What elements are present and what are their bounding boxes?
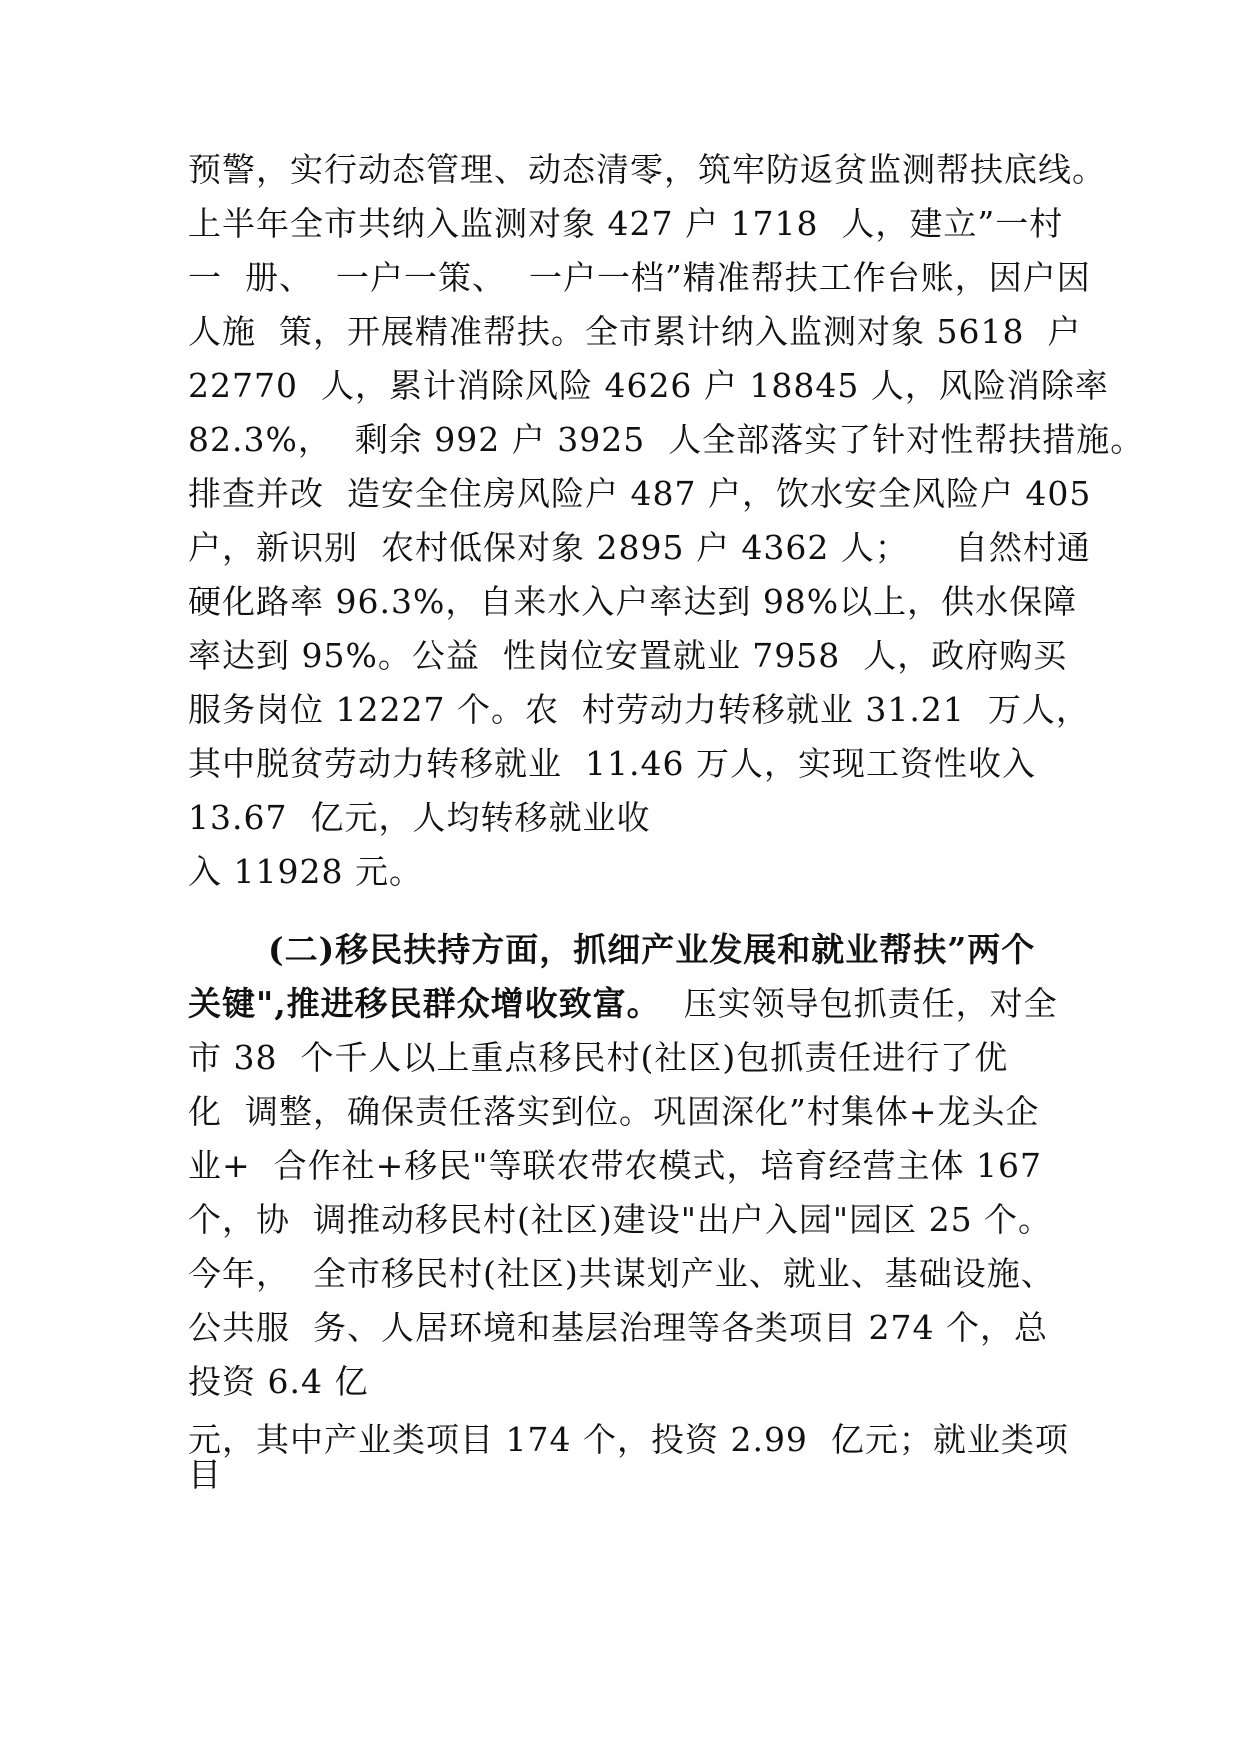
text-line: 预警，实行动态管理、动态清零，筑牢防返贫监测帮扶底线。 — [188, 150, 1106, 189]
text-line: 业+ 合作社+移民"等联农带农模式，培育经营主体 167 — [188, 1146, 1042, 1185]
text-line: 今年， 全市移民村(社区)共谋划产业、就业、基础设施、 — [188, 1254, 1055, 1293]
section-heading-tail: 关键",推进移民群众增收致富。 — [188, 984, 661, 1023]
text-line: 硬化路率 96.3%，自来水入户率达到 98%以上，供水保障 — [188, 582, 1078, 621]
text-line: 入 11928 元。 — [188, 852, 423, 891]
section-heading: (二)移民扶持方面，抓细产业发展和就业帮扶”两个 — [268, 930, 1036, 969]
paragraph-start: 压实领导包抓责任，对全 — [660, 984, 1058, 1023]
text-line: 上半年全市共纳入监测对象 427 户 1718 人，建立”一村 — [188, 204, 1064, 243]
text-line: 22770 人，累计消除风险 4626 户 18845 人，风险消除率 — [188, 366, 1109, 405]
text-line: 化 调整，确保责任落实到位。巩固深化”村集体+龙头企 — [188, 1092, 1040, 1131]
text-line: 市 38 个千人以上重点移民村(社区)包抓责任进行了优 — [188, 1038, 1009, 1077]
text-line-overhang: 目 — [188, 1455, 221, 1494]
text-line: 一 册、 一户一策、 一户一档”精准帮扶工作台账，因户因 — [188, 258, 1091, 297]
text-line: 82.3%， 剩余 992 户 3925 人全部落实了针对性帮扶措施。 — [188, 420, 1145, 459]
text-line: 13.67 亿元，人均转移就业收 — [188, 798, 651, 837]
text-line: 人施 策，开展精准帮扶。全市累计纳入监测对象 5618 户 — [188, 312, 1082, 351]
text-line: 服务岗位 12227 个。农 村劳动力转移就业 31.21 万人， — [188, 690, 1090, 729]
section-heading-continuation — [188, 984, 1058, 1024]
text-line: 个，协 调推动移民村(社区)建设"出户入园"园区 25 个。 — [188, 1200, 1053, 1239]
text-line: 排查并改 造安全住房风险户 487 户，饮水安全风险户 405 — [188, 474, 1092, 513]
text-line: 户，新识别 农村低保对象 2895 户 4362 人； 自然村通 — [188, 528, 1091, 567]
text-line: 投资 6.4 亿 — [188, 1362, 369, 1401]
text-line: 元，其中产业类项目 174 个，投资 2.99 亿元；就业类项 — [188, 1420, 1069, 1459]
text-line: 公共服 务、人居环境和基层治理等各类项目 274 个，总 — [188, 1308, 1048, 1347]
text-line: 其中脱贫劳动力转移就业 11.46 万人，实现工资性收入 — [188, 744, 1036, 783]
text-line: 率达到 95%。公益 性岗位安置就业 7958 人，政府购买 — [188, 636, 1068, 675]
